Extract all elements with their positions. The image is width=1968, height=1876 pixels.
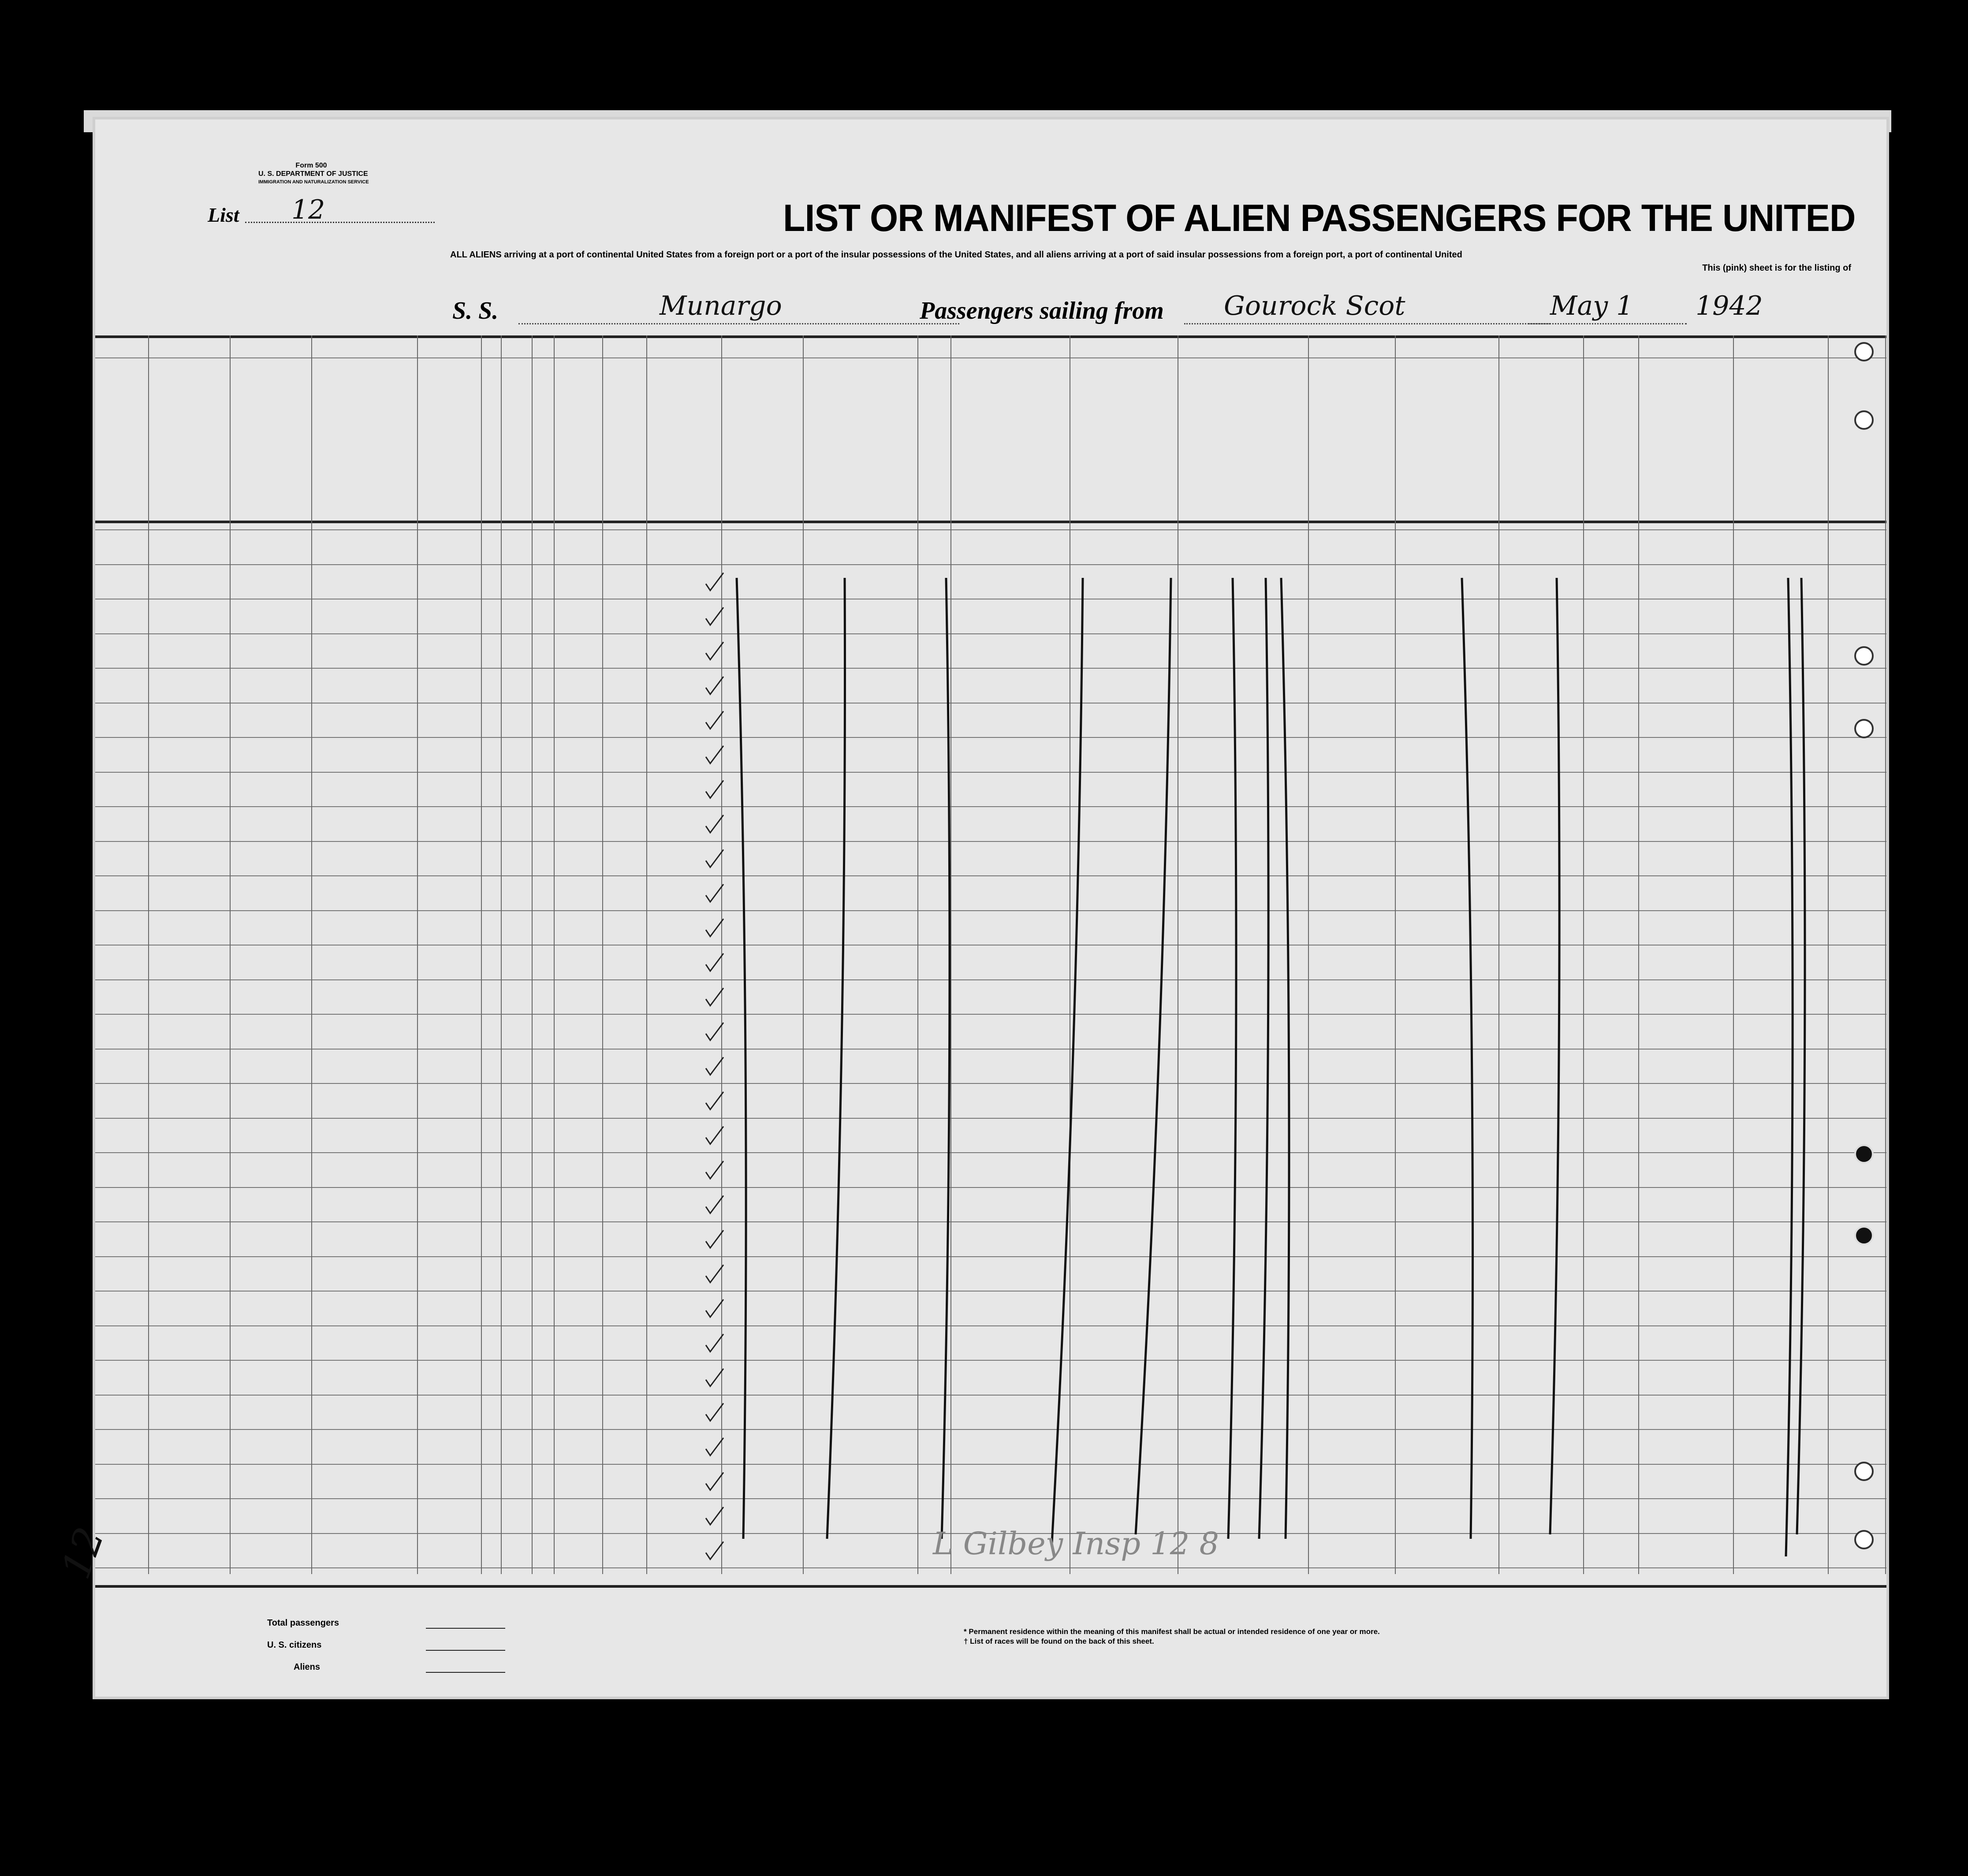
column-rule bbox=[1885, 335, 1886, 1574]
check-mark bbox=[706, 1092, 723, 1109]
side-list-number: 12 bbox=[52, 1521, 114, 1585]
check-mark bbox=[706, 642, 723, 660]
check-mark bbox=[706, 1230, 723, 1248]
total-passengers-line bbox=[426, 1628, 505, 1629]
check-mark bbox=[706, 815, 723, 833]
check-mark bbox=[706, 1023, 723, 1040]
check-mark bbox=[706, 953, 723, 971]
check-mark bbox=[706, 1127, 723, 1144]
ditto-line bbox=[1786, 578, 1793, 1556]
check-mark bbox=[706, 1334, 723, 1352]
ditto-line bbox=[1228, 578, 1236, 1539]
ditto-line bbox=[827, 578, 845, 1539]
binder-hole bbox=[1854, 719, 1874, 738]
us-citizens-label: U. S. citizens bbox=[267, 1640, 322, 1650]
check-mark bbox=[706, 1473, 723, 1490]
sailing-date: May 1 bbox=[1550, 290, 1633, 321]
binder-hole bbox=[1854, 410, 1874, 430]
check-mark bbox=[706, 746, 723, 763]
binder-hole bbox=[1854, 342, 1874, 361]
department-name: U. S. DEPARTMENT OF JUSTICE bbox=[258, 170, 368, 178]
port-line bbox=[1184, 323, 1550, 324]
footnote-residence: * Permanent residence within the meaning of this manifest shall be actual or intended residence of one year or more. bbox=[964, 1627, 1380, 1636]
binder-hole bbox=[1854, 646, 1874, 666]
ship-name: Munargo bbox=[660, 290, 782, 321]
ditto-line bbox=[1797, 578, 1805, 1534]
check-mark bbox=[706, 988, 723, 1006]
check-mark bbox=[706, 1542, 723, 1560]
check-mark bbox=[706, 884, 723, 902]
form-header bbox=[258, 161, 369, 186]
check-mark bbox=[706, 1507, 723, 1525]
binder-hole bbox=[1854, 1144, 1874, 1164]
inspector-signature: L Gilbey Insp 12 8 bbox=[933, 1526, 1219, 1562]
page-title: LIST OR MANIFEST OF ALIEN PASSENGERS FOR THE UNITED bbox=[783, 197, 1856, 239]
check-mark bbox=[706, 1299, 723, 1317]
ditto-marks bbox=[95, 335, 1885, 1574]
date-line bbox=[1528, 323, 1687, 324]
ship-name-line bbox=[518, 323, 959, 324]
passenger-table bbox=[95, 335, 1886, 1574]
ditto-line bbox=[1281, 578, 1289, 1539]
check-mark bbox=[706, 919, 723, 937]
check-mark bbox=[706, 1403, 723, 1421]
check-mark bbox=[706, 711, 723, 729]
check-mark bbox=[706, 1196, 723, 1213]
ditto-line bbox=[1550, 578, 1559, 1534]
aliens-line bbox=[426, 1672, 505, 1673]
ditto-line bbox=[1052, 578, 1083, 1543]
port-of-departure: Gourock Scot bbox=[1224, 290, 1405, 321]
check-mark bbox=[706, 1057, 723, 1075]
ss-label: S. S. bbox=[452, 297, 499, 324]
aliens-label: Aliens bbox=[294, 1662, 321, 1672]
check-mark bbox=[706, 1369, 723, 1386]
footnotes bbox=[964, 1627, 1380, 1646]
service-name: IMMIGRATION AND NATURALIZATION SERVICE bbox=[258, 179, 369, 185]
check-mark bbox=[706, 607, 723, 625]
check-mark bbox=[706, 850, 723, 867]
form-number: Form 500 bbox=[295, 162, 327, 169]
list-label: List bbox=[208, 204, 239, 226]
list-number: 12 bbox=[291, 194, 325, 225]
footnote-races: † List of races will be found on the back of this sheet. bbox=[964, 1637, 1154, 1645]
table-bottom-rule bbox=[95, 1585, 1886, 1588]
check-mark bbox=[706, 1438, 723, 1455]
subtitle-line-2: This (pink) sheet is for the listing of bbox=[1702, 263, 1851, 273]
binder-hole bbox=[1854, 1462, 1874, 1481]
manifest-sheet bbox=[52, 117, 1889, 1699]
check-mark bbox=[706, 573, 723, 591]
ditto-line bbox=[737, 578, 746, 1539]
check-mark bbox=[706, 677, 723, 694]
sailing-label: Passengers sailing from bbox=[920, 297, 1164, 324]
check-mark bbox=[706, 1161, 723, 1179]
list-underline bbox=[245, 222, 435, 223]
check-mark bbox=[706, 1265, 723, 1283]
footer bbox=[52, 1521, 1886, 1697]
ditto-line bbox=[1136, 578, 1171, 1534]
subtitle-line-1: ALL ALIENS arriving at a port of continental United States from a foreign port or a port of the insular possessions of the United States, and all aliens arriving at a port of said insular possessions from a foreign port, a port of continental United bbox=[450, 250, 1462, 260]
ditto-line bbox=[1259, 578, 1268, 1539]
ship-info-row bbox=[95, 283, 1886, 331]
ditto-line bbox=[1462, 578, 1473, 1539]
sailing-year: 1942 bbox=[1696, 290, 1763, 321]
ditto-line bbox=[942, 578, 950, 1539]
us-citizens-line bbox=[426, 1650, 505, 1651]
total-passengers-label: Total passengers bbox=[267, 1618, 339, 1628]
binder-hole bbox=[1854, 1530, 1874, 1549]
check-mark bbox=[706, 781, 723, 798]
binder-hole bbox=[1854, 1226, 1874, 1245]
